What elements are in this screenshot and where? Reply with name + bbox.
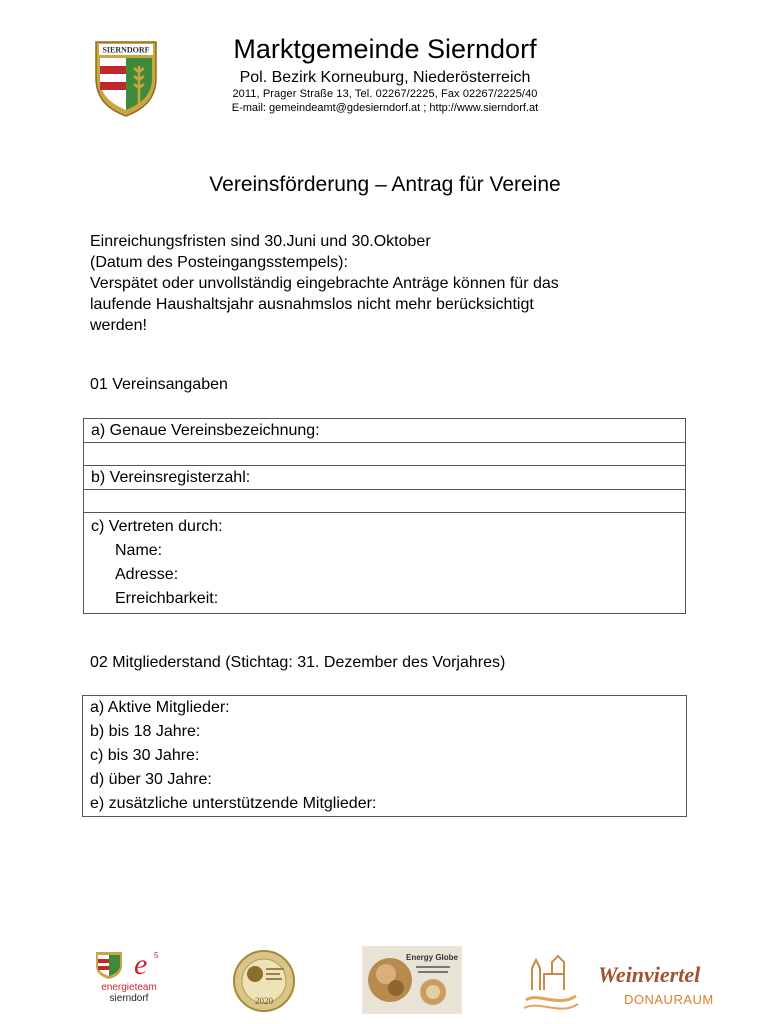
- club-details-table: [83, 418, 686, 614]
- e5-icon: [132, 948, 164, 978]
- registry-number-label: b) Vereinsregisterzahl:: [84, 466, 686, 490]
- weinviertel-donauraum-logo: [518, 946, 742, 1016]
- notice-line: (Datum des Posteingangsstempels):: [90, 254, 348, 271]
- contact-line: E-mail: gemeindeamt@gdesierndorf.at ; http://www.sierndorf.at: [231, 102, 539, 114]
- section-heading-mitgliederstand: 02 Mitgliederstand (Stichtag: 31. Dezember des Vorjahres): [90, 654, 506, 671]
- donauraum-label: DONAURAUM: [624, 992, 714, 1007]
- notice-line: Verspätet oder unvollständig eingebrachte Anträge können für das: [90, 275, 559, 292]
- notice-line: Einreichungsfristen sind 30.Juni und 30.Oktober: [90, 233, 431, 250]
- representative-contact-label: Erreichbarkeit:: [115, 590, 219, 607]
- members-over-30-row[interactable]: d) über 30 Jahre:: [90, 771, 212, 788]
- energieteam-place: sierndorf: [109, 993, 149, 1004]
- active-members-row[interactable]: a) Aktive Mitglieder:: [90, 699, 230, 716]
- registry-number-field[interactable]: [84, 490, 686, 513]
- representative-name-label: Name:: [115, 542, 163, 559]
- svg-text:Energy Globe: Energy Globe: [405, 953, 459, 962]
- castle-icon: [518, 946, 582, 1016]
- representative-cell[interactable]: [84, 513, 686, 614]
- section-heading-vereinsangaben: 01 Vereinsangaben: [90, 376, 228, 393]
- award-medal-logo: [228, 948, 300, 1014]
- weinviertel-script: Weinviertel: [598, 962, 701, 987]
- club-name-label: a) Genaue Vereinsbezeichnung:: [84, 419, 686, 443]
- svg-text:2020: 2020: [255, 996, 273, 1006]
- energy-globe-award-logo: [362, 946, 462, 1014]
- notice-line: werden!: [90, 317, 147, 334]
- supporting-members-row[interactable]: e) zusätzliche unterstützende Mitglieder:: [90, 795, 377, 812]
- address-line: 2011, Prager Straße 13, Tel. 02267/2225, Fax 02267/2225/40: [232, 88, 538, 100]
- notice-line: laufende Haushaltsjahr ausnahmslos nicht mehr berücksichtigt: [90, 296, 534, 313]
- members-under-18-row[interactable]: b) bis 18 Jahre:: [90, 723, 201, 740]
- representative-address-label: Adresse:: [115, 566, 179, 583]
- svg-text:5: 5: [154, 951, 159, 960]
- membership-table: [83, 696, 686, 816]
- members-under-30-row[interactable]: c) bis 30 Jahre:: [90, 747, 200, 764]
- municipality-name: Marktgemeinde Sierndorf: [233, 34, 537, 64]
- municipality-crest-logo: [92, 38, 160, 118]
- club-name-field[interactable]: [84, 443, 686, 466]
- mini-crest-icon: [94, 950, 124, 980]
- document-title: Vereinsförderung – Antrag für Vereine: [209, 173, 561, 196]
- svg-text:SIERNDORF: SIERNDORF: [102, 45, 150, 55]
- deadline-notice: [90, 231, 690, 336]
- representative-label: c) Vertreten durch:: [91, 518, 223, 535]
- energieteam-logo: [92, 948, 172, 1008]
- energieteam-label: energieteam: [101, 982, 157, 993]
- svg-text:e: e: [134, 948, 148, 978]
- district-line: Pol. Bezirk Korneuburg, Niederösterreich: [239, 69, 531, 86]
